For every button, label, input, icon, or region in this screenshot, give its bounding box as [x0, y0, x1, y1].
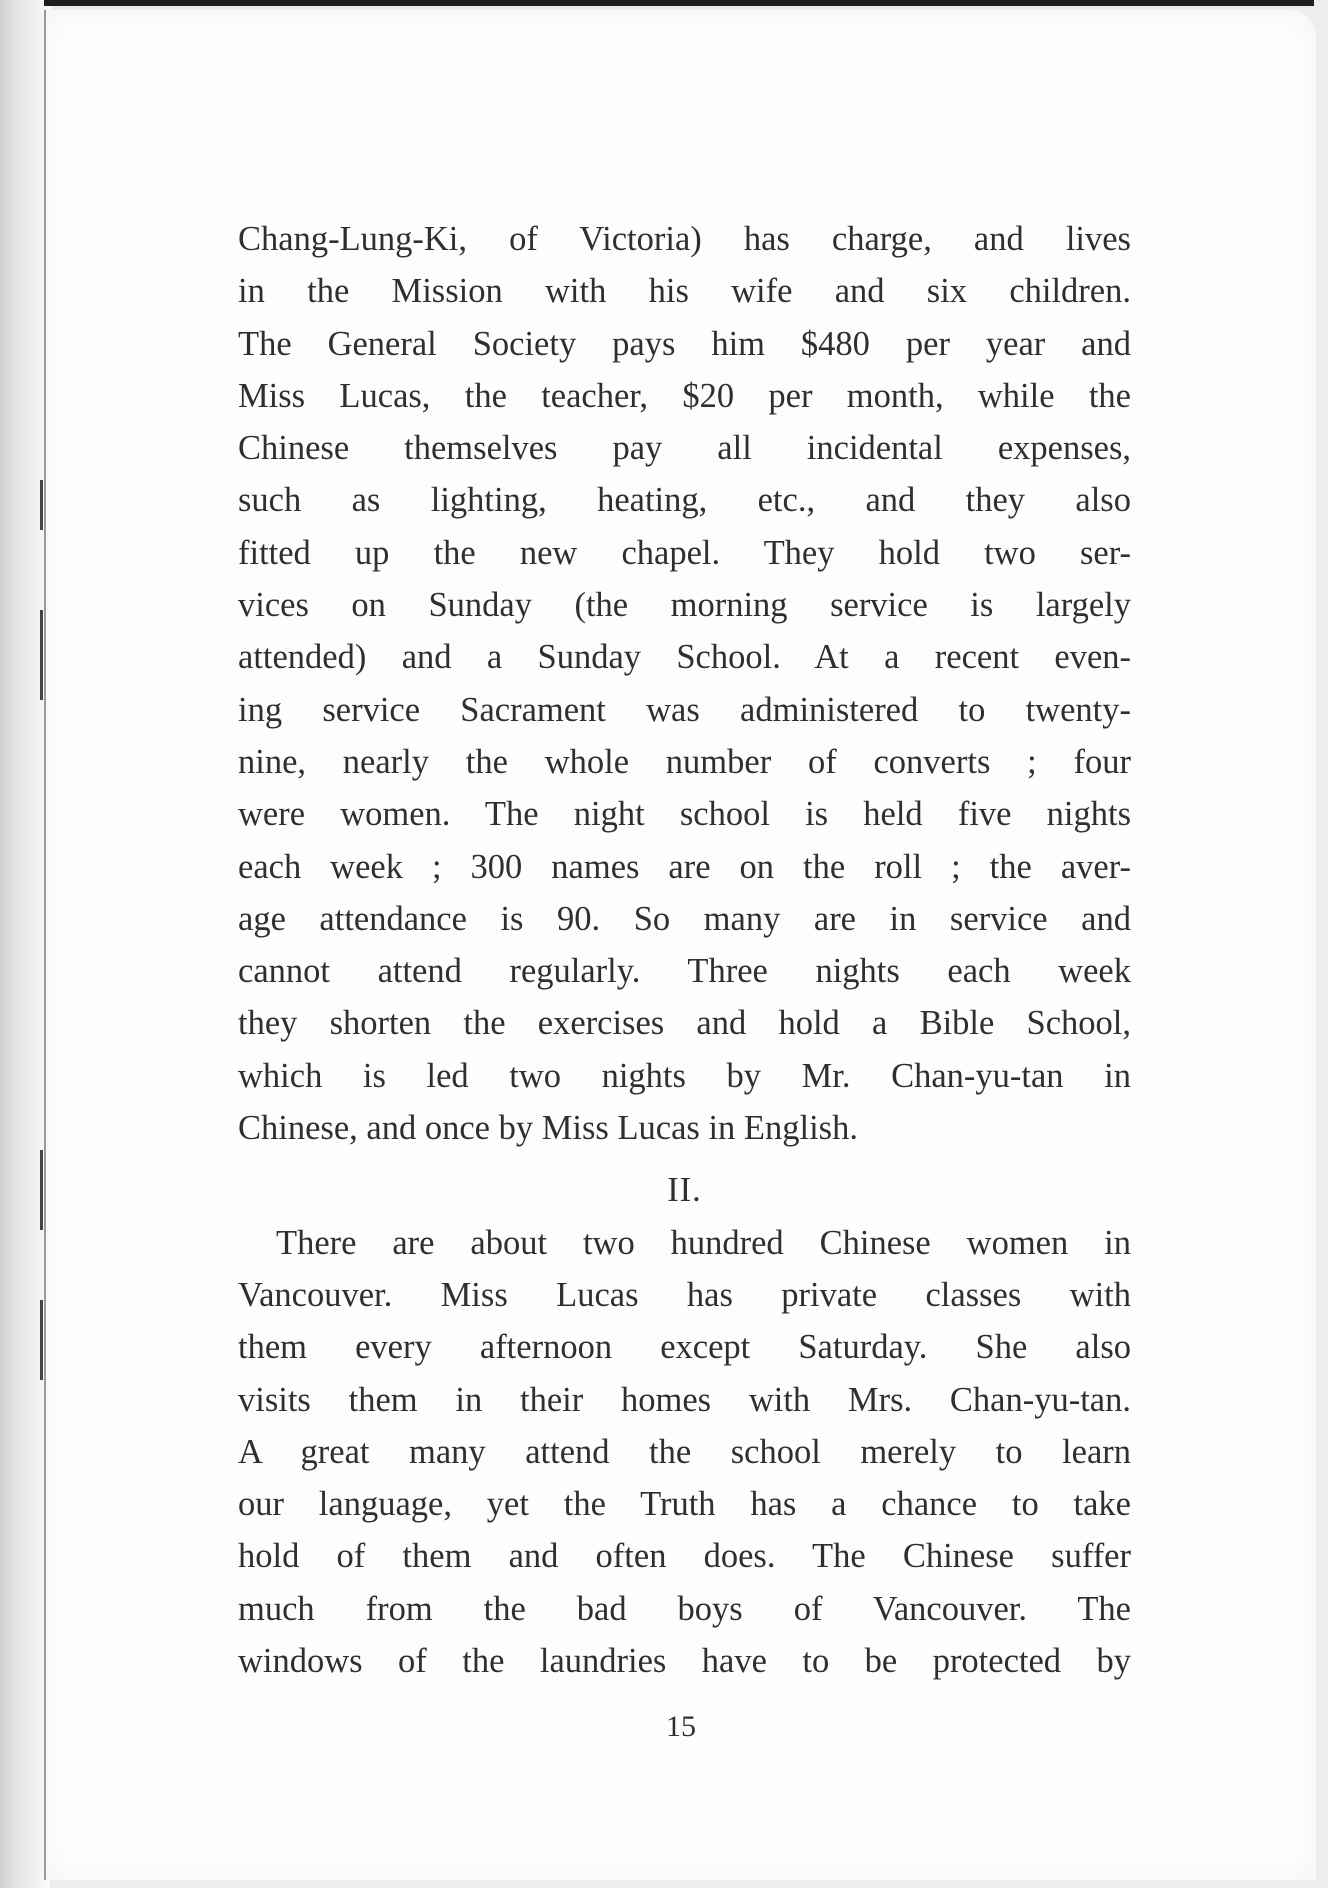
text-line: visits them in their homes with Mrs. Chan-yu-tan.	[238, 1380, 1131, 1419]
body-text	[238, 213, 1131, 1687]
text-line: them every afternoon except Saturday. She also	[238, 1328, 1131, 1367]
text-line: Miss Lucas, the teacher, $20 per month, while the	[238, 376, 1131, 415]
text-line: Chinese, and once by Miss Lucas in English.	[238, 1109, 858, 1148]
binding-mark	[40, 480, 43, 530]
text-line: There are about two hundred Chinese women in	[276, 1223, 1131, 1262]
text-line: fitted up the new chapel. They hold two ser-	[238, 533, 1131, 572]
text-line: they shorten the exercises and hold a Bible School,	[238, 1004, 1131, 1043]
text-line: cannot attend regularly. Three nights each week	[238, 952, 1131, 991]
binding-mark	[40, 610, 43, 700]
text-line: A great many attend the school merely to learn	[238, 1432, 1131, 1471]
book-page	[44, 10, 1316, 1880]
text-line: our language, yet the Truth has a chance to take	[238, 1485, 1131, 1524]
text-line: in the Mission with his wife and six children.	[238, 272, 1131, 311]
text-line: which is led two nights by Mr. Chan-yu-tan in	[238, 1056, 1131, 1095]
text-line: each week ; 300 names are on the roll ; the aver-	[238, 847, 1131, 886]
text-line: much from the bad boys of Vancouver. The	[238, 1589, 1131, 1628]
text-line: windows of the laundries have to be protected by	[238, 1642, 1131, 1681]
text-line: hold of them and often does. The Chinese suffer	[238, 1537, 1131, 1576]
text-line: The General Society pays him $480 per year and	[238, 324, 1131, 363]
text-line: attended) and a Sunday School. At a recent even-	[238, 638, 1131, 677]
text-line: Chang-Lung-Ki, of Victoria) has charge, and lives	[238, 220, 1131, 258]
text-line: nine, nearly the whole number of converts ; four	[238, 742, 1131, 781]
binding-mark	[40, 1150, 43, 1230]
page-number: 15	[666, 1710, 696, 1743]
text-line: age attendance is 90. So many are in service and	[238, 899, 1131, 938]
adjacent-page-edge	[0, 0, 50, 1888]
text-line: vices on Sunday (the morning service is largely	[238, 586, 1131, 625]
text-line: were women. The night school is held five nights	[238, 795, 1131, 834]
text-line: such as lighting, heating, etc., and they also	[238, 481, 1131, 520]
text-line: ing service Sacrament was administered to twenty-	[238, 690, 1131, 729]
top-scan-edge	[44, 0, 1314, 6]
section-heading: II.	[667, 1171, 702, 1210]
binding-mark	[40, 1300, 43, 1380]
text-line: Chinese themselves pay all incidental expenses,	[238, 429, 1131, 468]
text-line: Vancouver. Miss Lucas has private classes with	[238, 1275, 1131, 1314]
